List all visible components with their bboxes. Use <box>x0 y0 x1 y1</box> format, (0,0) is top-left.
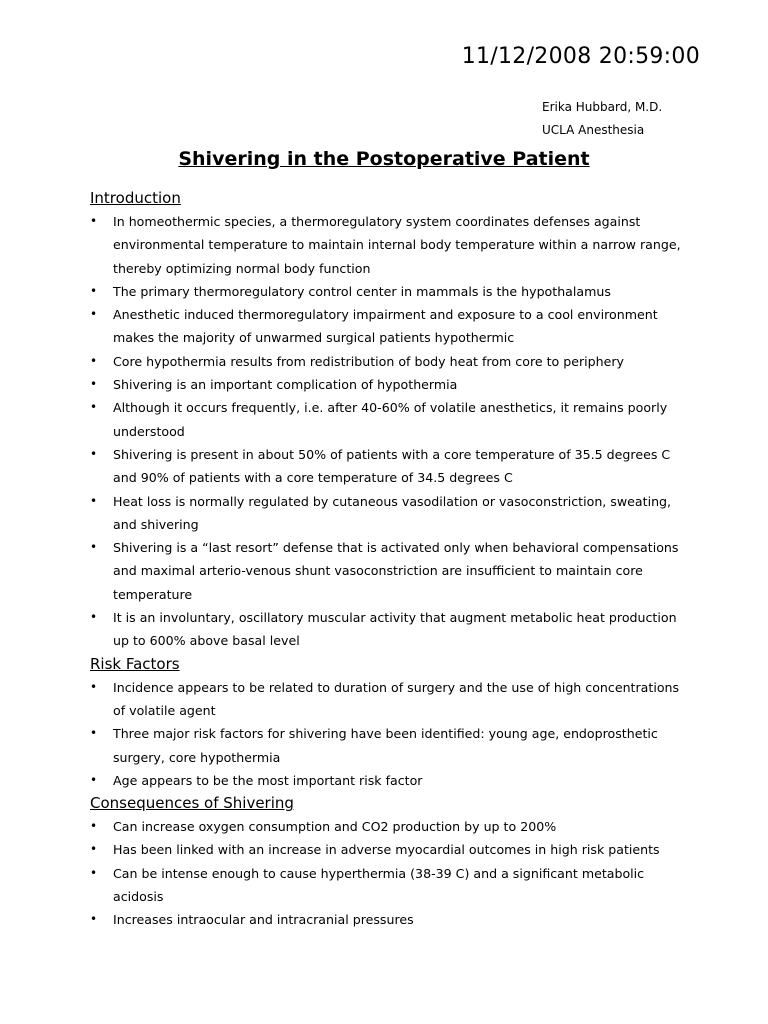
datestamp: 11/12/2008 20:59:00 <box>461 44 700 69</box>
list-item: • The primary thermoregulatory control center in mammals is the hypothalamus <box>90 280 690 303</box>
section-risk-factors <box>90 653 690 792</box>
list-item: • Heat loss is normally regulated by cutaneous vasodilation or vasoconstriction, sweating, and shivering <box>90 490 690 537</box>
section-heading: Consequences of Shivering <box>90 794 294 813</box>
section-heading: Risk Factors <box>90 654 180 673</box>
section-consequences <box>90 792 690 931</box>
list-item: • Although it occurs frequently, i.e. after 40-60% of volatile anesthetics, it remains poorly understood <box>90 396 690 443</box>
list-item: • It is an involuntary, oscillatory muscular activity that augment metabolic heat production up to 600% above basal level <box>90 606 690 653</box>
list-item: • Age appears to be the most important risk factor <box>90 769 690 792</box>
list-item: • Core hypothermia results from redistribution of body heat from core to periphery <box>90 350 690 373</box>
list-item: • Shivering is a “last resort” defense that is activated only when behavioral compensations and maximal arterio-venous shunt vasoconstriction are insufficient to maintain core temperature <box>90 536 690 606</box>
list-item: • Can be intense enough to cause hyperthermia (38-39 C) and a significant metabolic acidosis <box>90 862 690 909</box>
bullet-list <box>90 210 690 653</box>
list-item: • Incidence appears to be related to duration of surgery and the use of high concentrations of volatile agent <box>90 676 690 723</box>
document-body <box>90 187 690 932</box>
author-affiliation: UCLA Anesthesia <box>542 123 645 137</box>
list-item: • Shivering is an important complication of hypothermia <box>90 373 690 396</box>
list-item: • Has been linked with an increase in adverse myocardial outcomes in high risk patients <box>90 838 690 861</box>
document-title: Shivering in the Postoperative Patient <box>178 148 590 170</box>
bullet-list <box>90 676 690 792</box>
list-item: • Anesthetic induced thermoregulatory impairment and exposure to a cool environment makes the majority of unwarmed surgical patients hypothermic <box>90 303 690 350</box>
author-name: Erika Hubbard, M.D. <box>542 100 663 114</box>
list-item: • Increases intraocular and intracranial pressures <box>90 908 690 931</box>
list-item: • Three major risk factors for shivering have been identified: young age, endoprosthetic surgery, core hypothermia <box>90 722 690 769</box>
section-introduction <box>90 187 690 653</box>
bullet-list <box>90 815 690 931</box>
section-heading: Introduction <box>90 189 181 207</box>
list-item: • In homeothermic species, a thermoregulatory system coordinates defenses against environmental temperature to maintain internal body temperature within a narrow range, thereby optimizing normal body function <box>90 210 690 280</box>
list-item: • Shivering is present in about 50% of patients with a core temperature of 35.5 degrees C and 90% of patients with a core temperature of 34.5 degrees C <box>90 443 690 490</box>
list-item: • Can increase oxygen consumption and CO2 production by up to 200% <box>90 815 690 838</box>
author-block <box>542 96 662 142</box>
